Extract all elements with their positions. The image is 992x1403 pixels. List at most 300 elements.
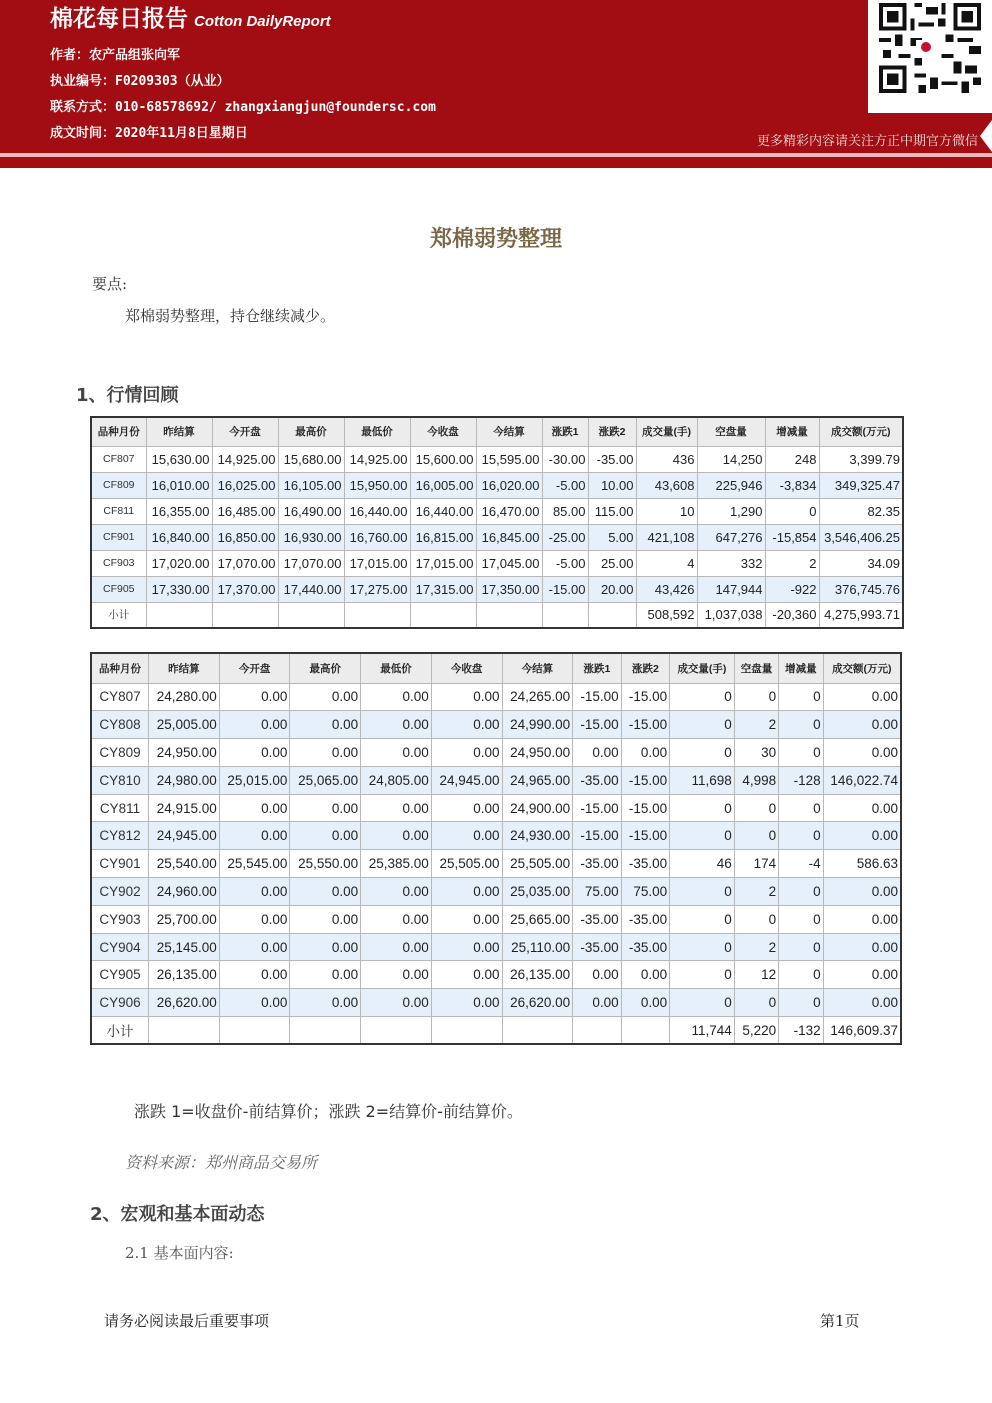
table-cell: 115.00 xyxy=(588,498,636,524)
table-cell: 43,608 xyxy=(636,472,697,498)
table-cell xyxy=(290,1017,361,1045)
report-title-en: Cotton DailyReport xyxy=(194,13,331,30)
table-cell xyxy=(344,602,410,628)
table-cell: 0.00 xyxy=(431,794,502,822)
table-cell: 174 xyxy=(734,850,778,878)
column-header: 涨跌2 xyxy=(588,417,636,446)
table-cell: 15,595.00 xyxy=(476,446,542,472)
table-cell: 0.00 xyxy=(823,739,901,767)
table-cell: 0 xyxy=(670,905,735,933)
table-cell: 16,815.00 xyxy=(410,524,476,550)
table-cell: -35.00 xyxy=(588,446,636,472)
table-cell xyxy=(149,1017,220,1045)
table-cell: 34.09 xyxy=(819,550,903,576)
table-cell: 376,745.76 xyxy=(819,576,903,602)
table-cell xyxy=(573,1017,621,1045)
table-cell xyxy=(621,1017,669,1045)
table-cell: -35.00 xyxy=(573,766,621,794)
table-cell: 16,025.00 xyxy=(212,472,278,498)
table-cell: 0.00 xyxy=(431,933,502,961)
contract-code-cell: CY809 xyxy=(91,739,149,767)
table-cell: 1,290 xyxy=(697,498,765,524)
table-cell: 0 xyxy=(734,905,778,933)
table-cell: 0.00 xyxy=(290,739,361,767)
table-cell: 24,950.00 xyxy=(502,739,573,767)
keypoints-text: 郑棉弱势整理，持仓继续减少。 xyxy=(125,307,336,325)
table-row xyxy=(91,850,901,878)
table-cell: 0 xyxy=(734,822,778,850)
table-cell: 24,980.00 xyxy=(149,766,220,794)
table-cell: 0 xyxy=(670,878,735,906)
section-macro-fundamentals: 2、宏观和基本面动态 xyxy=(90,1204,265,1225)
table-cell: 0.00 xyxy=(219,933,290,961)
table-cell: 0.00 xyxy=(431,822,502,850)
table-cell: 16,760.00 xyxy=(344,524,410,550)
table-cell: 0.00 xyxy=(361,905,432,933)
table-cell: 0.00 xyxy=(290,961,361,989)
table-cell: -5.00 xyxy=(542,550,588,576)
column-header: 成交量(手) xyxy=(636,417,697,446)
table-cell: -15.00 xyxy=(573,711,621,739)
table-cell: -35.00 xyxy=(573,905,621,933)
table-row xyxy=(91,446,903,472)
table-cell: 25,665.00 xyxy=(502,905,573,933)
table-cell: 17,015.00 xyxy=(344,550,410,576)
table-cell: 0 xyxy=(779,878,823,906)
footer-disclaimer: 请务必阅读最后重要事项 xyxy=(104,1312,270,1330)
table-cell: 24,930.00 xyxy=(502,822,573,850)
table-header-row xyxy=(91,417,903,446)
table-cell: 0 xyxy=(670,739,735,767)
table-row xyxy=(91,766,901,794)
table-cell: 25,110.00 xyxy=(502,933,573,961)
table-cell: 332 xyxy=(697,550,765,576)
table-cell: -35.00 xyxy=(573,933,621,961)
column-header: 今开盘 xyxy=(219,653,290,683)
table-cell: -35.00 xyxy=(573,850,621,878)
table-cell: 0.00 xyxy=(219,961,290,989)
table-cell: 25.00 xyxy=(588,550,636,576)
table-cell: 0.00 xyxy=(823,822,901,850)
table-cell: 0.00 xyxy=(219,878,290,906)
table-cell: 0.00 xyxy=(219,683,290,711)
table-cell: 25,145.00 xyxy=(149,933,220,961)
table-cell: 0.00 xyxy=(361,822,432,850)
table-cell: 0 xyxy=(779,989,823,1017)
table-cell: 0 xyxy=(779,822,823,850)
table-cell: 0 xyxy=(779,739,823,767)
table-cell: 24,265.00 xyxy=(502,683,573,711)
table-cell: 0.00 xyxy=(823,989,901,1017)
table-cell xyxy=(278,602,344,628)
table-cell: 17,275.00 xyxy=(344,576,410,602)
table-cell: -15.00 xyxy=(573,822,621,850)
table-cell: -15.00 xyxy=(621,766,669,794)
table-cell: 75.00 xyxy=(573,878,621,906)
table-cell: 3,546,406.25 xyxy=(819,524,903,550)
table-cell: 14,925.00 xyxy=(344,446,410,472)
table-cell: 16,840.00 xyxy=(146,524,212,550)
contract-code-cell: CY901 xyxy=(91,850,149,878)
table-cell: 82.35 xyxy=(819,498,903,524)
table-cell: 15,950.00 xyxy=(344,472,410,498)
page-number: 第1页 xyxy=(820,1312,860,1330)
table-cell: 0.00 xyxy=(361,933,432,961)
table-cell: 2 xyxy=(734,933,778,961)
table-cell: -35.00 xyxy=(621,850,669,878)
column-header: 涨跌2 xyxy=(621,653,669,683)
table-cell: 11,698 xyxy=(670,766,735,794)
column-header: 今开盘 xyxy=(212,417,278,446)
table-cell: 24,990.00 xyxy=(502,711,573,739)
table-cell: -15.00 xyxy=(573,683,621,711)
table-cell xyxy=(212,602,278,628)
table-cell xyxy=(219,1017,290,1045)
subsection-fundamentals: 2.1 基本面内容: xyxy=(125,1244,234,1262)
table-cell: 20.00 xyxy=(588,576,636,602)
column-header: 增减量 xyxy=(765,417,819,446)
column-header: 成交量(手) xyxy=(670,653,735,683)
table-cell: 14,250 xyxy=(697,446,765,472)
table-row xyxy=(91,1017,901,1045)
column-header: 昨结算 xyxy=(146,417,212,446)
table-cell: 15,630.00 xyxy=(146,446,212,472)
table-cell: 0.00 xyxy=(361,739,432,767)
table-cell: 0.00 xyxy=(823,683,901,711)
contract-code-cell: CF905 xyxy=(91,576,146,602)
column-header: 最高价 xyxy=(290,653,361,683)
table-cell: 0 xyxy=(779,961,823,989)
table-cell: 147,944 xyxy=(697,576,765,602)
table-cell: 46 xyxy=(670,850,735,878)
table-cell: 26,135.00 xyxy=(502,961,573,989)
table-cell: 17,315.00 xyxy=(410,576,476,602)
table-row xyxy=(91,878,901,906)
table-cell: 0.00 xyxy=(431,878,502,906)
table-cell: 24,900.00 xyxy=(502,794,573,822)
table-cell: 146,609.37 xyxy=(823,1017,901,1045)
table-cell: 0.00 xyxy=(361,989,432,1017)
table-cell xyxy=(146,602,212,628)
table-cell: 15,600.00 xyxy=(410,446,476,472)
table-cell: 16,470.00 xyxy=(476,498,542,524)
table-cell: -35.00 xyxy=(621,933,669,961)
report-title-cn: 棉花每日报告 xyxy=(50,6,188,32)
table-cell: 0.00 xyxy=(290,794,361,822)
table-cell: 16,105.00 xyxy=(278,472,344,498)
table-cell: 17,370.00 xyxy=(212,576,278,602)
table-cell: 24,945.00 xyxy=(149,822,220,850)
table-row xyxy=(91,576,903,602)
table-cell: 0 xyxy=(670,989,735,1017)
table-cell: -30.00 xyxy=(542,446,588,472)
table-cell: -15,854 xyxy=(765,524,819,550)
table-cell: 24,280.00 xyxy=(149,683,220,711)
table-cell: 26,135.00 xyxy=(149,961,220,989)
table-cell: 24,945.00 xyxy=(431,766,502,794)
table-cell: 0 xyxy=(765,498,819,524)
keypoints-label: 要点: xyxy=(92,275,128,293)
contract-code-cell: CY903 xyxy=(91,905,149,933)
table-cell: 0 xyxy=(670,683,735,711)
table-cell: -15.00 xyxy=(621,711,669,739)
table-row xyxy=(91,794,901,822)
contract-code-cell: CF807 xyxy=(91,446,146,472)
table-header-row xyxy=(91,653,901,683)
contract-code-cell: CY904 xyxy=(91,933,149,961)
table-cell: -5.00 xyxy=(542,472,588,498)
author-line: 作者：农产品组张向军 xyxy=(50,48,181,63)
table-cell: -15.00 xyxy=(621,822,669,850)
table-cell: -4 xyxy=(779,850,823,878)
table-cell: 0 xyxy=(779,905,823,933)
column-header: 今收盘 xyxy=(410,417,476,446)
table-cell: -15.00 xyxy=(573,794,621,822)
table-cell xyxy=(410,602,476,628)
table-cell: 0 xyxy=(779,933,823,961)
table-cell: 0.00 xyxy=(361,878,432,906)
qr-code[interactable] xyxy=(868,0,992,113)
table-cell: -3,834 xyxy=(765,472,819,498)
table-row xyxy=(91,989,901,1017)
wechat-note: 更多精彩内容请关注方正中期官方微信 xyxy=(756,134,978,149)
table-cell: 436 xyxy=(636,446,697,472)
contract-code-cell: CY905 xyxy=(91,961,149,989)
table-cell: -922 xyxy=(765,576,819,602)
table-cell: 25,545.00 xyxy=(219,850,290,878)
table-cell: 0.00 xyxy=(290,822,361,850)
table-cell: 0.00 xyxy=(290,989,361,1017)
qr-logo-icon xyxy=(916,40,936,56)
table-cell: 16,850.00 xyxy=(212,524,278,550)
table-cell: 26,620.00 xyxy=(502,989,573,1017)
table-cell: 0.00 xyxy=(219,822,290,850)
table-cell: 17,330.00 xyxy=(146,576,212,602)
table-cell: -15.00 xyxy=(621,683,669,711)
table-cell: 0.00 xyxy=(431,739,502,767)
table-row xyxy=(91,550,903,576)
table-cell: 0.00 xyxy=(361,794,432,822)
table-cell: 15,680.00 xyxy=(278,446,344,472)
table-cell: 0.00 xyxy=(361,961,432,989)
table-cell: 16,355.00 xyxy=(146,498,212,524)
table-cell: 0.00 xyxy=(431,961,502,989)
column-header: 空盘量 xyxy=(734,653,778,683)
table-cell xyxy=(542,602,588,628)
table-cell: 5.00 xyxy=(588,524,636,550)
table-cell: 75.00 xyxy=(621,878,669,906)
table-cell: 4,998 xyxy=(734,766,778,794)
table-cell: 647,276 xyxy=(697,524,765,550)
table-cell: 0.00 xyxy=(823,961,901,989)
table-cell: 25,540.00 xyxy=(149,850,220,878)
table-cell xyxy=(476,602,542,628)
column-header: 增减量 xyxy=(779,653,823,683)
column-header: 品种月份 xyxy=(91,417,146,446)
table-cell: 0.00 xyxy=(361,711,432,739)
table-cell: -128 xyxy=(779,766,823,794)
table-cell: 26,620.00 xyxy=(149,989,220,1017)
contract-code-cell: 小计 xyxy=(91,602,146,628)
table-cell: 0.00 xyxy=(823,794,901,822)
table-cell: -20,360 xyxy=(765,602,819,628)
table-cell: 43,426 xyxy=(636,576,697,602)
table-cell: 421,108 xyxy=(636,524,697,550)
table-cell: 0.00 xyxy=(621,989,669,1017)
table-cell: 0 xyxy=(670,961,735,989)
table-cell: 14,925.00 xyxy=(212,446,278,472)
table-row xyxy=(91,711,901,739)
table-cell: 17,070.00 xyxy=(212,550,278,576)
table-cell: 17,015.00 xyxy=(410,550,476,576)
table-cell: 17,440.00 xyxy=(278,576,344,602)
table-cell: 0.00 xyxy=(573,961,621,989)
table-cell: 25,385.00 xyxy=(361,850,432,878)
table-row xyxy=(91,739,901,767)
table-row xyxy=(91,602,903,628)
table-cell: 586.63 xyxy=(823,850,901,878)
table-cell: 30 xyxy=(734,739,778,767)
cotton-yarn-futures-table xyxy=(90,652,902,1045)
contact-line: 联系方式：010-68578692/ zhangxiangjun@foundersc.com xyxy=(50,100,436,115)
table-cell: 25,505.00 xyxy=(431,850,502,878)
table-cell: 0.00 xyxy=(573,739,621,767)
column-header: 今结算 xyxy=(502,653,573,683)
table-cell xyxy=(361,1017,432,1045)
table-cell: 25,550.00 xyxy=(290,850,361,878)
column-header: 成交额(万元) xyxy=(819,417,903,446)
table-cell: 17,070.00 xyxy=(278,550,344,576)
table-cell: 0.00 xyxy=(219,711,290,739)
contract-code-cell: CY807 xyxy=(91,683,149,711)
table-row xyxy=(91,472,903,498)
table-cell: 25,065.00 xyxy=(290,766,361,794)
table-cell: 0 xyxy=(670,822,735,850)
corner-arrow-icon xyxy=(976,120,992,152)
column-header: 品种月份 xyxy=(91,653,149,683)
table-cell: 4 xyxy=(636,550,697,576)
column-header: 空盘量 xyxy=(697,417,765,446)
table-cell: 0.00 xyxy=(621,739,669,767)
table-cell: 0.00 xyxy=(219,739,290,767)
table-cell: 0.00 xyxy=(219,905,290,933)
table-cell: 85.00 xyxy=(542,498,588,524)
table-cell: 0.00 xyxy=(290,878,361,906)
table-cell: 0.00 xyxy=(431,711,502,739)
table-row xyxy=(91,822,901,850)
table-cell: -15.00 xyxy=(542,576,588,602)
table-cell: 248 xyxy=(765,446,819,472)
table-cell: 0.00 xyxy=(290,933,361,961)
table-cell: 16,010.00 xyxy=(146,472,212,498)
table-cell: 16,440.00 xyxy=(344,498,410,524)
table-cell: 16,845.00 xyxy=(476,524,542,550)
column-header: 昨结算 xyxy=(149,653,220,683)
contract-code-cell: CF809 xyxy=(91,472,146,498)
table-cell: 0 xyxy=(670,794,735,822)
header-divider-band xyxy=(0,157,992,168)
column-header: 最高价 xyxy=(278,417,344,446)
column-header: 涨跌1 xyxy=(573,653,621,683)
table-cell: 16,490.00 xyxy=(278,498,344,524)
table-cell: 25,005.00 xyxy=(149,711,220,739)
table-cell: 25,035.00 xyxy=(502,878,573,906)
table-cell: 0.00 xyxy=(823,711,901,739)
table-cell: 25,700.00 xyxy=(149,905,220,933)
column-header: 成交额(万元) xyxy=(823,653,901,683)
table-cell: 0.00 xyxy=(290,683,361,711)
data-source: 资料来源：郑州商品交易所 xyxy=(125,1153,318,1172)
column-header: 今结算 xyxy=(476,417,542,446)
price-change-note: 涨跌 1=收盘价-前结算价；涨跌 2=结算价-前结算价。 xyxy=(134,1102,523,1121)
table-cell: 146,022.74 xyxy=(823,766,901,794)
table-cell: 5,220 xyxy=(734,1017,778,1045)
table-cell xyxy=(502,1017,573,1045)
table-cell: 17,045.00 xyxy=(476,550,542,576)
contract-code-cell: 小计 xyxy=(91,1017,149,1045)
table-cell: 2 xyxy=(765,550,819,576)
table-cell: 0 xyxy=(670,711,735,739)
table-cell: 0 xyxy=(734,989,778,1017)
table-cell: 10.00 xyxy=(588,472,636,498)
date-line: 成文时间：2020年11月8日星期日 xyxy=(50,126,248,141)
table-cell: 24,950.00 xyxy=(149,739,220,767)
table-cell: 16,930.00 xyxy=(278,524,344,550)
table-row xyxy=(91,683,901,711)
table-cell: 10 xyxy=(636,498,697,524)
column-header: 涨跌1 xyxy=(542,417,588,446)
table-cell: 0 xyxy=(779,683,823,711)
table-cell: 0.00 xyxy=(361,683,432,711)
table-cell: 16,005.00 xyxy=(410,472,476,498)
table-cell: 0.00 xyxy=(621,961,669,989)
table-cell: 508,592 xyxy=(636,602,697,628)
table-cell: 0.00 xyxy=(290,711,361,739)
table-cell: 0.00 xyxy=(219,989,290,1017)
table-cell: 25,015.00 xyxy=(219,766,290,794)
table-cell: 0.00 xyxy=(431,683,502,711)
table-cell: 0 xyxy=(779,711,823,739)
contract-code-cell: CY808 xyxy=(91,711,149,739)
table-row xyxy=(91,524,903,550)
table-cell: 0.00 xyxy=(431,905,502,933)
table-cell: 0 xyxy=(734,683,778,711)
section-market-review: 1、行情回顾 xyxy=(76,385,179,406)
table-row xyxy=(91,905,901,933)
table-cell: 25,505.00 xyxy=(502,850,573,878)
table-cell: 2 xyxy=(734,878,778,906)
column-header: 最低价 xyxy=(344,417,410,446)
table-cell: 1,037,038 xyxy=(697,602,765,628)
table-cell: 24,805.00 xyxy=(361,766,432,794)
license-line: 执业编号：F0209303（从业） xyxy=(50,74,230,89)
contract-code-cell: CY902 xyxy=(91,878,149,906)
table-cell: -25.00 xyxy=(542,524,588,550)
table-cell: -132 xyxy=(779,1017,823,1045)
table-cell: -15.00 xyxy=(621,794,669,822)
report-title xyxy=(50,0,331,33)
column-header: 今收盘 xyxy=(431,653,502,683)
table-cell: 0.00 xyxy=(823,878,901,906)
table-cell: 349,325.47 xyxy=(819,472,903,498)
table-cell: 0.00 xyxy=(823,905,901,933)
table-cell: 16,020.00 xyxy=(476,472,542,498)
contract-code-cell: CF903 xyxy=(91,550,146,576)
table-cell: 0.00 xyxy=(290,905,361,933)
table-cell: 0.00 xyxy=(431,989,502,1017)
table-row xyxy=(91,933,901,961)
table-row xyxy=(91,498,903,524)
